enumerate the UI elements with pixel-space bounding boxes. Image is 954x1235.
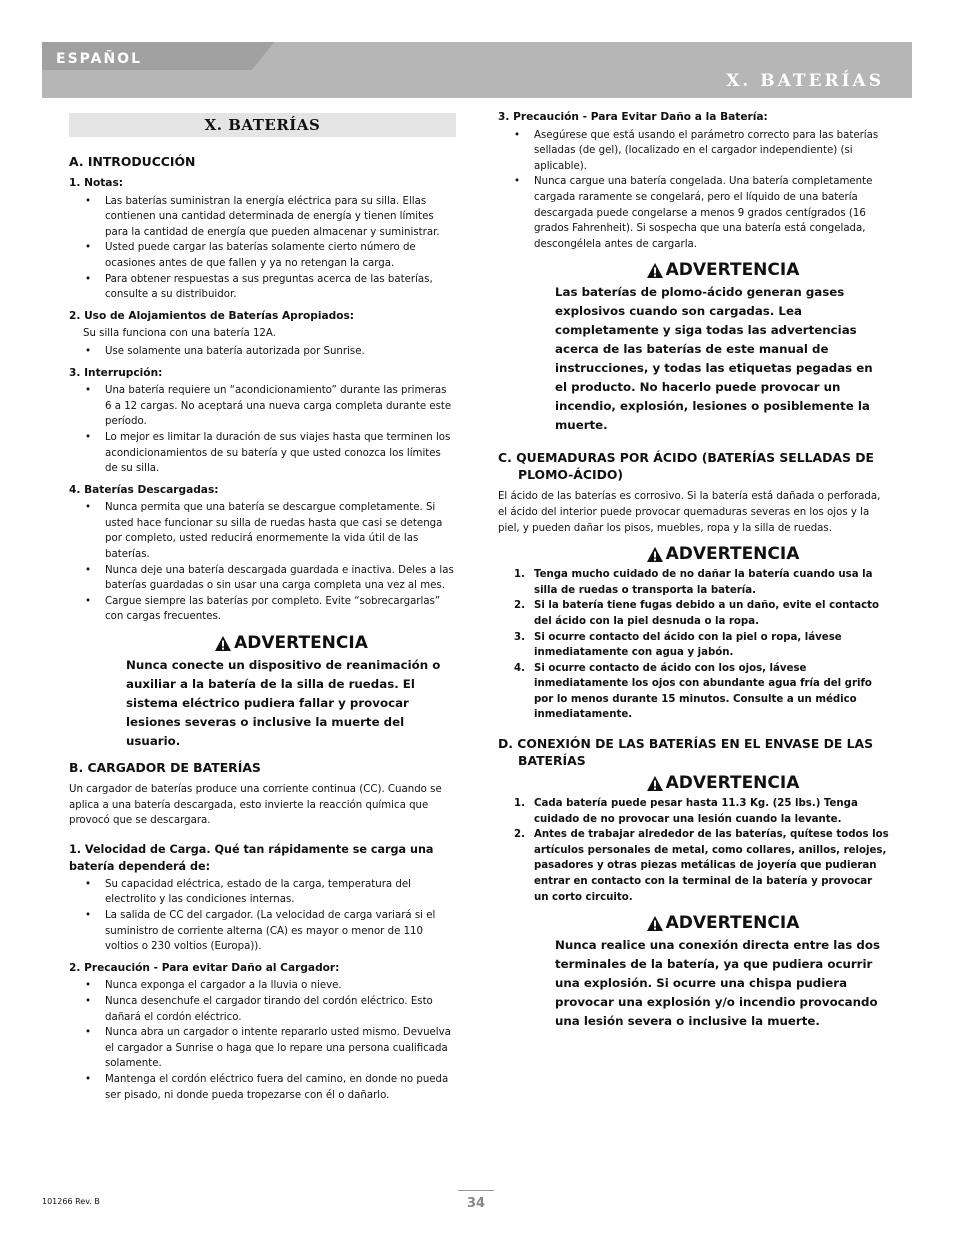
list-item: • Nunca exponga el cargador a la lluvia o nieve. — [69, 978, 456, 994]
warning-text: Nunca realice una conexión directa entre las dos terminales de la batería, ya que pudiera ocurrir una explosión. Si ocurre una chispa pudiera provocar una explosión y/o incendio provocando una lesión severa o inclusive la muerte. — [555, 938, 880, 1029]
list-item: 4. Si ocurre contacto de ácido con los ojos, lávese inmediatamente los ojos con abundante agua fría del grifo por lo menos durante 15 minutos. Consulte a un médico inmediatamente. — [514, 662, 872, 721]
list-item: • Mantenga el cordón eléctrico fuera del camino, en donde no pueda ser pisado, ni donde pueda tropezarse con él o dañarlo. — [69, 1072, 456, 1103]
list-item: • La salida de CC del cargador. (La velocidad de carga variará si el suministro de corriente alterna (CA) es mayor o menor de 110 voltios o 230 voltios (Europa)). — [69, 908, 456, 955]
list-item: • Una batería requiere un “acondicionamiento” durante las primeras 6 a 12 cargas. No aceptará una nueva carga completa durante este período. — [69, 383, 456, 430]
warning-heading — [498, 772, 890, 793]
list-item: • Usted puede cargar las baterías solamente cierto número de ocasiones antes de que fallen y ya no retengan la carga. — [69, 240, 456, 271]
warning-box-resuscitation — [69, 632, 456, 751]
warning-heading — [69, 632, 456, 653]
warning-label: ADVERTENCIA — [665, 912, 800, 933]
acid-intro: El ácido de las baterías es corrosivo. Si la batería está dañada o perforada, el ácido del interior puede provocar quemaduras severas en los ojos y la piel, y pueden dañar los pisos, muebles, ropa y la silla de ruedas. — [498, 491, 881, 534]
footer-divider — [458, 1190, 494, 1191]
charger-intro: Un cargador de baterías produce una corriente continua (CC). Cuando se aplica a una batería descargada, esto invierte la reacción química que provocó que se descargara. — [69, 784, 442, 827]
warning-triangle-icon — [646, 775, 664, 792]
heading-conexion: D. CONEXIÓN DE LAS BATERÍAS EN EL ENVASE DE LAS BATERÍAS — [498, 736, 874, 769]
list-item: • Nunca abra un cargador o intente repararlo usted mismo. Devuelva el cargador a Sunrise o haga que lo repare una persona cualificada solamente. — [69, 1025, 456, 1072]
language-tab-slant — [252, 42, 274, 70]
housing-text: Su silla funciona con una batería 12A. — [83, 328, 276, 340]
language-tab: ESPAÑOL — [42, 42, 252, 70]
warning-text: Nunca conecte un dispositivo de reanimación o auxiliar a la batería de la silla de ruedas. El sistema eléctrico pudiera fallar y provocar lesiones severas o inclusive la muerte del usuario. — [126, 658, 441, 749]
list-item: • Nunca permita que una batería se descargue completamente. Si usted hace funcionar su silla de ruedas hasta que casi se detenga por completo, usted reducirá enormemente la vida útil de las baterías. — [69, 500, 456, 562]
warning-box-acid — [498, 543, 890, 564]
notes-list — [69, 194, 456, 303]
warning-heading — [498, 543, 890, 564]
page-number: 34 — [466, 1196, 486, 1211]
list-item: • Nunca cargue una batería congelada. Una batería completamente cargada raramente se congelará, pero el líquido de una batería descargada puede congelarse a menos 9 grados centígrados (16 grados Fahrenheit). Si sospecha que una batería está congelada, descongélela antes de cargarla. — [498, 174, 890, 252]
page-header — [42, 42, 912, 98]
discharged-title: 4. Baterías Descargadas: — [69, 483, 219, 496]
warning-box-terminals — [498, 912, 890, 1031]
list-item: 3. Si ocurre contacto del ácido con la piel o ropa, lávese inmediatamente con agua y jabón. — [514, 631, 842, 659]
warning-box-weight — [498, 772, 890, 793]
warning-label: ADVERTENCIA — [234, 632, 368, 653]
warning-box-gases — [498, 262, 890, 435]
acid-list — [498, 567, 890, 723]
section-title: X. BATERÍAS — [204, 116, 321, 134]
notes-title: 1. Notas: — [69, 177, 123, 189]
list-item: 2. Si la batería tiene fugas debido a un daño, evite el contacto del ácido con la piel desnuda o la ropa. — [514, 600, 880, 627]
housing-list — [69, 344, 456, 360]
list-item: • Nunca deje una batería descargada guardada e inactiva. Deles a las baterías guardadas o sin usar una carga completa una vez al mes. — [69, 563, 456, 594]
left-column — [69, 108, 456, 1109]
list-item: • Su capacidad eléctrica, estado de la carga, temperatura del electrolito y las condiciones internas. — [69, 877, 456, 908]
battery-caution-title: 3. Precaución - Para Evitar Daño a la Batería: — [498, 111, 768, 123]
warning-label: ADVERTENCIA — [665, 260, 800, 281]
list-item: • Cargue siempre las baterías por completo. Evite “sobrecargarlas” con cargas frecuentes. — [69, 594, 456, 625]
warning-label: ADVERTENCIA — [665, 543, 800, 564]
list-item: • Use solamente una batería autorizada por Sunrise. — [69, 344, 456, 360]
list-item: • Para obtener respuestas a sus preguntas acerca de las baterías, consulte a su distribuidor. — [69, 272, 456, 303]
connection-list — [498, 796, 890, 905]
warning-heading — [498, 912, 890, 933]
chapter-title: X. BATERÍAS — [726, 71, 884, 91]
heading-quemaduras: C. QUEMADURAS POR ÁCIDO (BATERÍAS SELLADAS DE PLOMO-ÁCIDO) — [498, 450, 874, 483]
list-item: 1. Tenga mucho cuidado de no dañar la batería cuando usa la silla de ruedas o transporta la batería. — [514, 569, 873, 596]
list-item: 1. Cada batería puede pesar hasta 11.3 Kg. (25 lbs.) Tenga cuidado de no provocar una lesión cuando la levante. — [514, 798, 858, 825]
speed-list — [69, 877, 456, 955]
list-item: 2. Antes de trabajar alrededor de las baterías, quítese todos los artículos personales de metal, como collares, anillos, relojes, pasadores y otras piezas metálicas de joyería que pudieran entrar en contacto con la terminal de la batería y provocar un corto circuito. — [514, 829, 889, 903]
section-title-bar — [69, 113, 456, 137]
heading-cargador: B. CARGADOR DE BATERÍAS — [69, 760, 261, 776]
list-item: • Asegúrese que está usando el parámetro correcto para las baterías selladas (de gel), (localizado en el cargador independiente) (si aplicable). — [498, 128, 890, 175]
list-item: • Las baterías suministran la energía eléctrica para su silla. Ellas contienen una cantidad determinada de energía y tienen límites para la cantidad de energía que pueden almacenar y suministrar. — [69, 194, 456, 241]
warning-heading — [498, 262, 890, 279]
list-item: • Lo mejor es limitar la duración de sus viajes hasta que terminen los acondicionamientos de su batería y que usted conozca los límites de su silla. — [69, 430, 456, 477]
warning-triangle-icon — [646, 915, 664, 932]
break-title: 3. Interrupción: — [69, 366, 163, 379]
warning-triangle-icon — [646, 262, 664, 279]
warning-triangle-icon — [214, 635, 232, 652]
warning-label: ADVERTENCIA — [665, 772, 800, 793]
warning-text: Las baterías de plomo-ácido generan gases explosivos cuando son cargadas. Lea completamente y siga todas las advertencias acerca de las baterías de este manual de instrucciones, y todas las etiquetas pegadas en el producto. No hacerlo puede provocar un incendio, explosión, lesiones o posiblemente la muerte. — [555, 285, 873, 433]
warning-triangle-icon — [646, 546, 664, 563]
discharged-list — [69, 500, 456, 625]
heading-introduccion: A. INTRODUCCIÓN — [69, 154, 196, 169]
charger-caution-list — [69, 978, 456, 1103]
speed-title: 1. Velocidad de Carga. Qué tan rápidamente se carga una batería dependerá de: — [69, 842, 434, 873]
right-column — [498, 108, 890, 1039]
document-number: 101266 Rev. B — [42, 1197, 100, 1206]
housing-title: 2. Uso de Alojamientos de Baterías Apropiados: — [69, 309, 355, 322]
list-item: • Nunca desenchufe el cargador tirando del cordón eléctrico. Esto dañará el cordón eléctrico. — [69, 994, 456, 1025]
break-list — [69, 383, 456, 477]
charger-caution-title: 2. Precaución - Para evitar Daño al Cargador: — [69, 961, 340, 974]
battery-caution-list — [498, 128, 890, 253]
